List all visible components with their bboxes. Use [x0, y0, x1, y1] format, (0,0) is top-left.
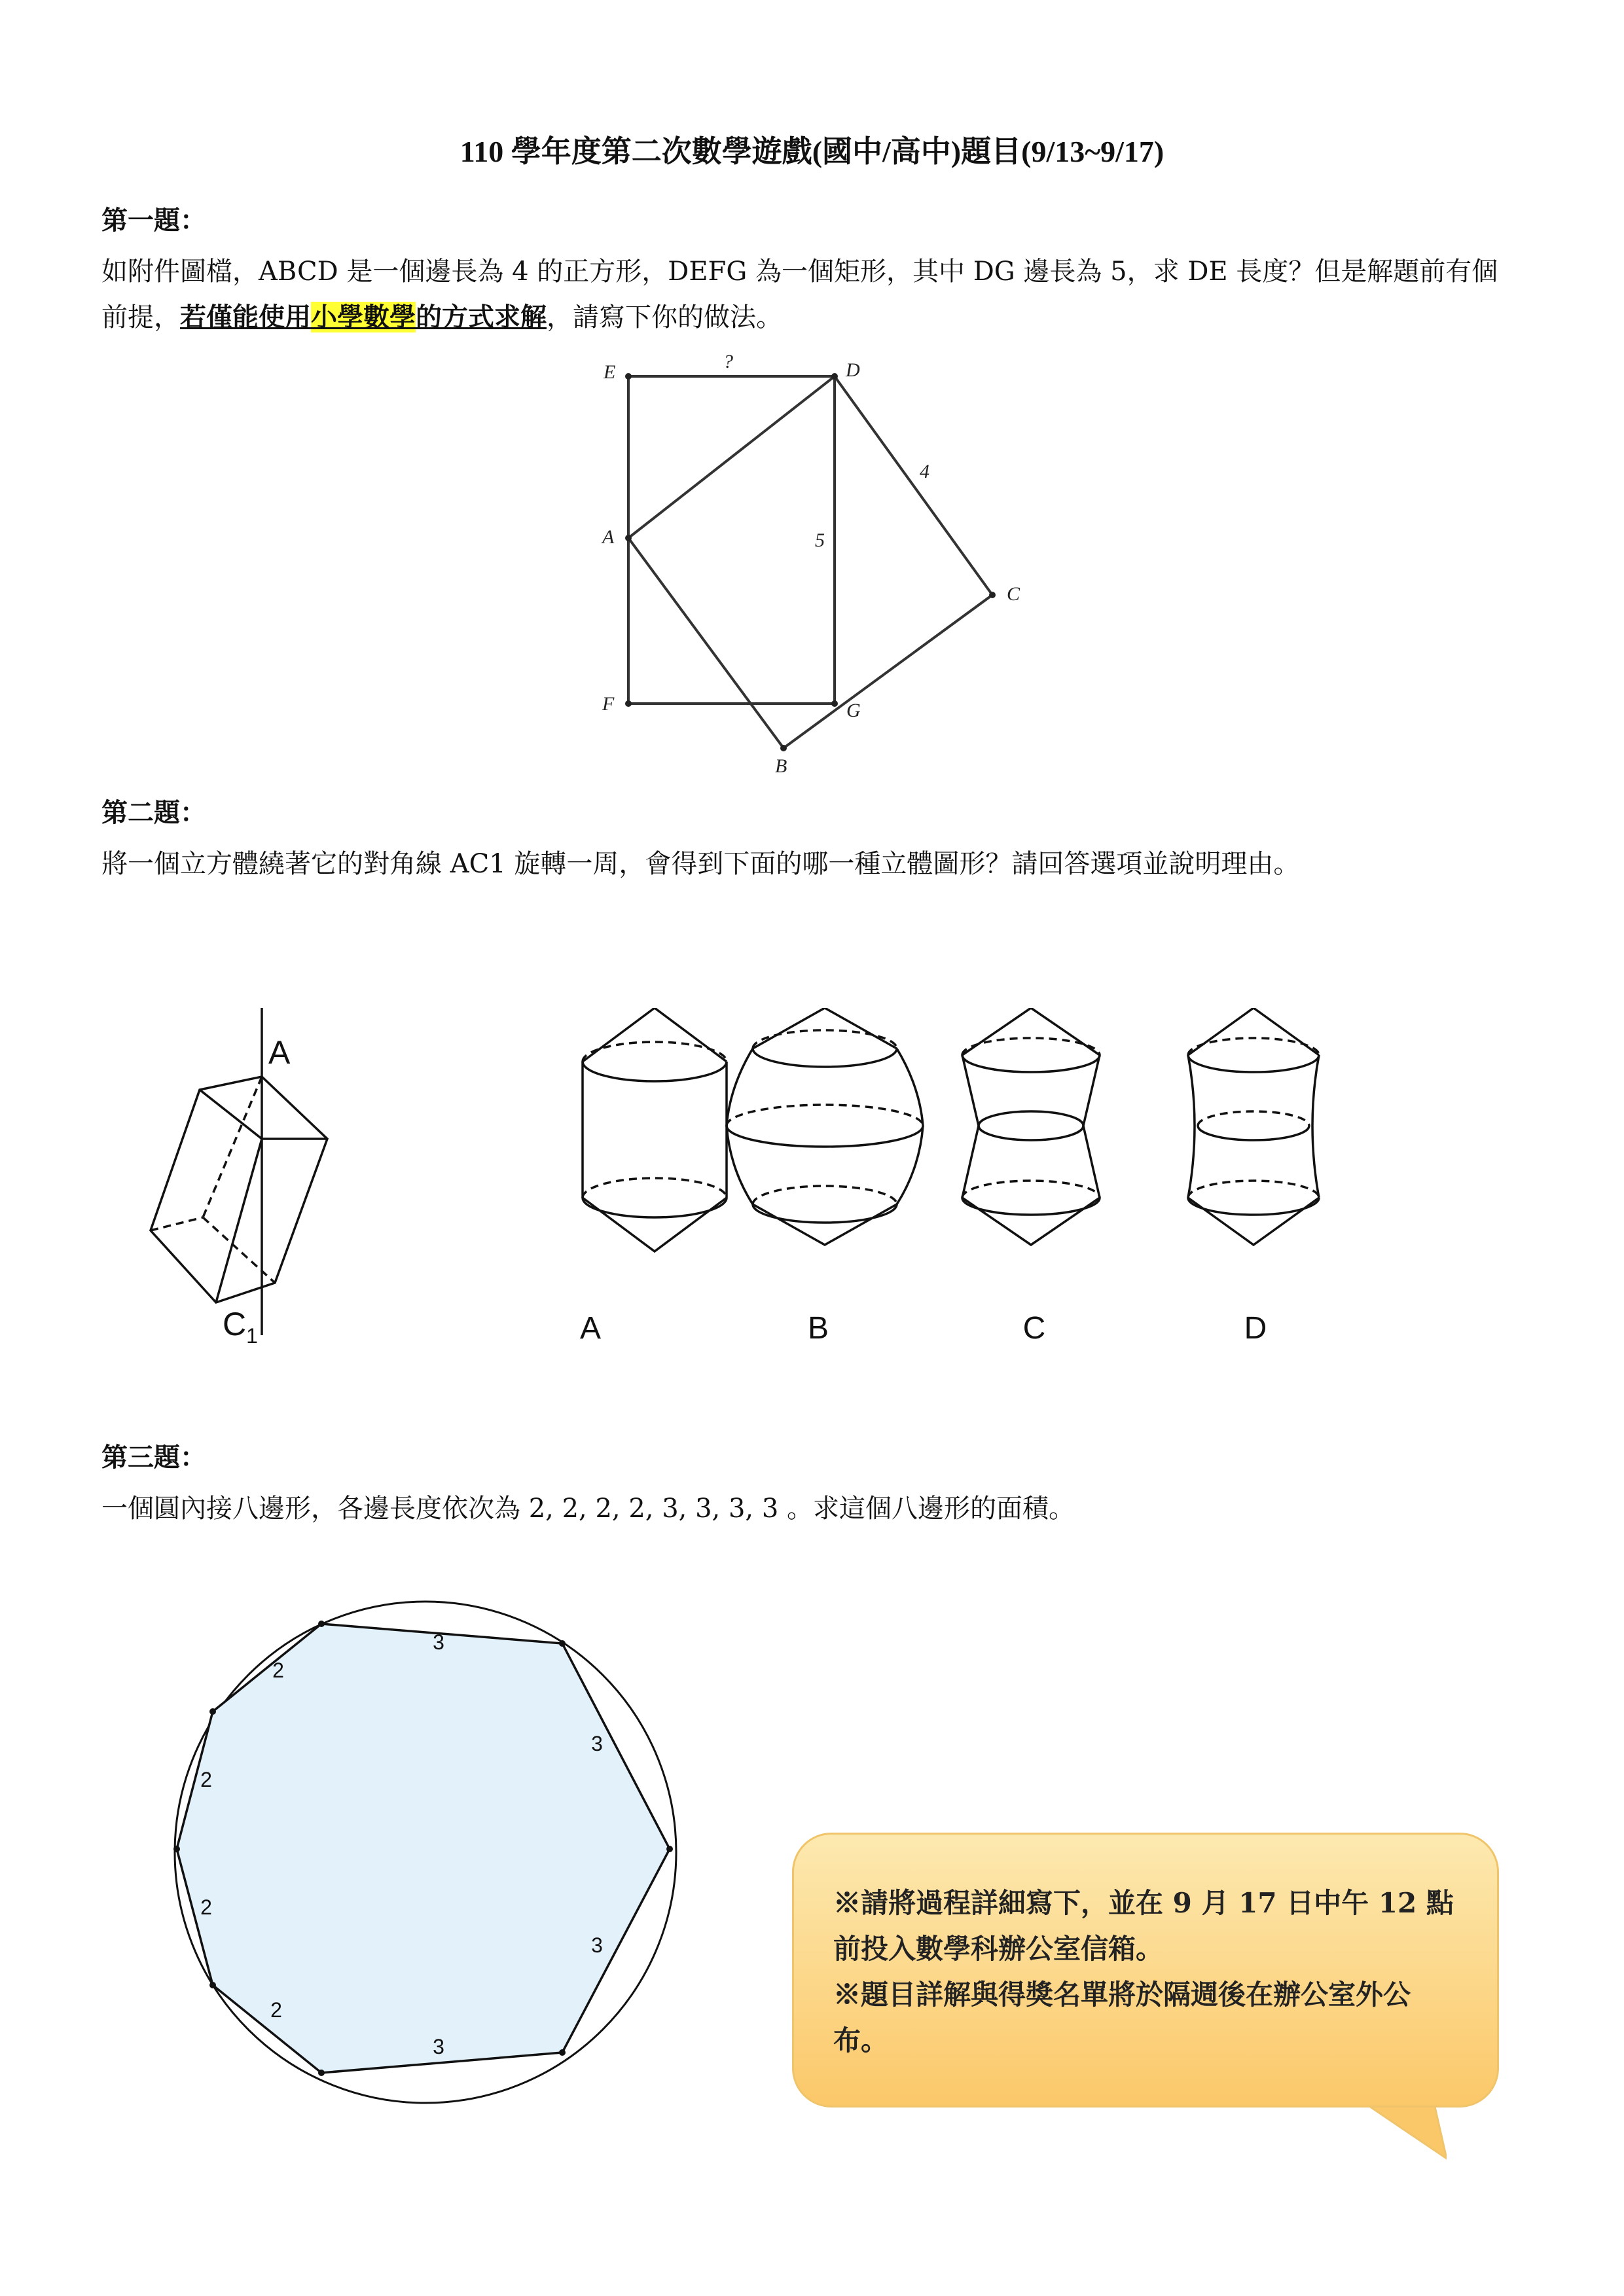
q1-text-part1: 如附件圖檔，ABCD 是一個邊長為 4 的正方形，DEFG 為一個矩形，其中 DG 邊長為 5，求 DE 長度？但是解題前有個前提， [101, 257, 1498, 332]
side-label-upper-left: 2 [200, 1768, 212, 1791]
axis-label-c: C [223, 1306, 247, 1342]
octagon [177, 1624, 670, 2073]
axis-label-c1 [223, 1306, 258, 1348]
side-label-top: 3 [433, 1630, 444, 1654]
label-a: A [602, 526, 615, 548]
q1-text-part2: ，請寫下你的做法。 [547, 302, 782, 332]
option-label-c: C [1022, 1311, 1046, 1346]
label-e: E [604, 361, 616, 383]
q3-heading: 第三題： [101, 1442, 206, 1473]
side-label-lower-left: 2 [200, 1895, 212, 1919]
label-d: D [846, 359, 860, 381]
cube [151, 1008, 327, 1335]
side-label-bottom-left: 2 [270, 1998, 282, 2022]
solid-option-d [1188, 1008, 1319, 1245]
solid-option-a [583, 1008, 727, 1251]
q1-figure [589, 353, 1034, 779]
q1-emphasis [180, 302, 547, 332]
q1-heading: 第一題： [101, 205, 206, 236]
solid-option-b [727, 1008, 923, 1245]
notice-line2: ※題目詳解與得獎名單將於隔週後在辦公室外公布。 [833, 1979, 1411, 2056]
notice-bubble [792, 1833, 1499, 2108]
option-label-b: B [807, 1311, 829, 1346]
solid-option-c [962, 1008, 1100, 1245]
label-side-5: 5 [815, 529, 825, 551]
rect-defg [628, 376, 835, 704]
q1-highlight: 小學數學 [311, 302, 416, 332]
q1-text [101, 249, 1515, 340]
label-b: B [775, 755, 787, 777]
option-label-d: D [1244, 1311, 1267, 1346]
axis-label-sub: 1 [246, 1324, 258, 1348]
q2-text: 將一個立方體繞著它的對角線 AC1 旋轉一周，會得到下面的哪一種立體圖形？請回答選項並說明理由。 [101, 849, 1300, 879]
side-label-lower-right: 3 [591, 1933, 603, 1957]
q1-em-part1: 若僅能使用 [180, 302, 311, 332]
side-label-top-left: 2 [272, 1659, 284, 1682]
square-abcd [628, 376, 992, 748]
q2-figure [124, 1008, 1335, 1361]
q2-heading: 第二題： [101, 797, 206, 828]
label-side-4: 4 [920, 461, 929, 482]
q1-em-part2: 的方式求解 [416, 302, 547, 332]
label-question: ? [723, 353, 733, 372]
q3-figure [157, 1584, 694, 2121]
bubble-tail [1362, 2101, 1447, 2160]
axis-label-a: A [268, 1034, 291, 1071]
label-g: G [846, 700, 861, 721]
side-label-upper-right: 3 [591, 1732, 603, 1755]
page-title: 110 學年度第二次數學遊戲(國中/高中)題目(9/13~9/17) [460, 135, 1164, 168]
label-f: F [602, 693, 615, 715]
label-c: C [1007, 583, 1020, 605]
q3-text: 一個圓內接八邊形，各邊長度依次為 2, 2, 2, 2, 3, 3, 3, 3 。求這個八邊形的面積。 [101, 1494, 1075, 1524]
option-label-a: A [579, 1311, 602, 1346]
notice-line1: ※請將過程詳細寫下，並在 9 月 17 日中午 12 點前投入數學科辦公室信箱。 [833, 1887, 1454, 1965]
side-label-bottom: 3 [433, 2035, 444, 2058]
